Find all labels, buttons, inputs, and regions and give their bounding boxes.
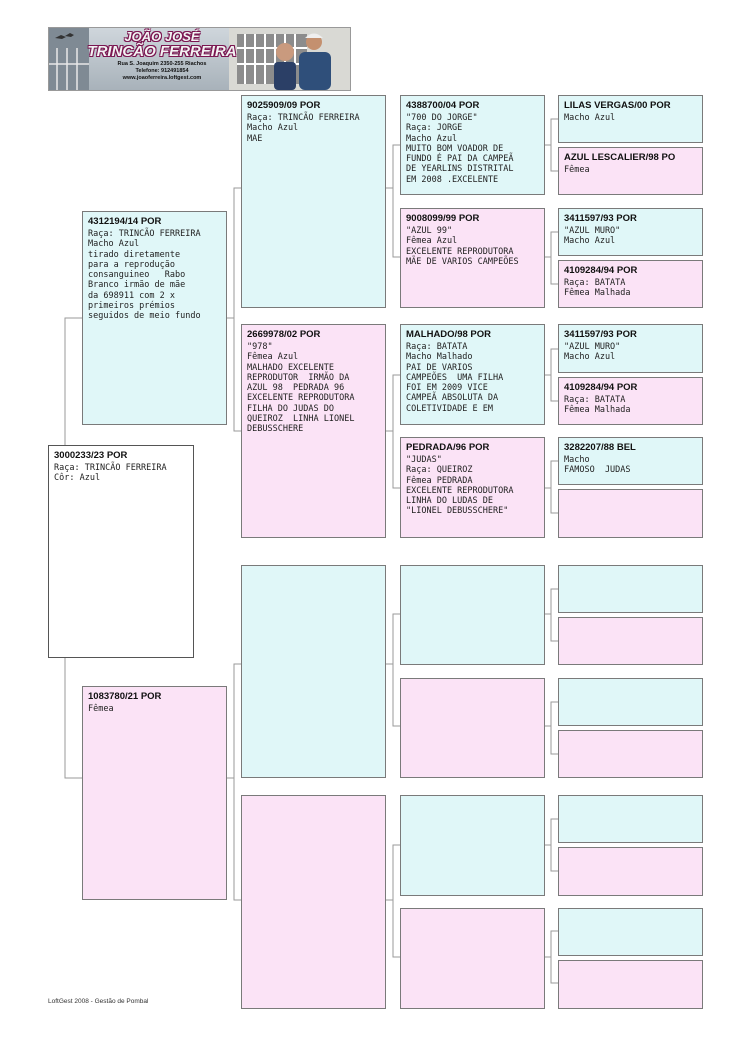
- footer-credit: LoftGest 2008 - Gestão de Pombal: [48, 998, 149, 1005]
- pigeon-card-dam[interactable]: [82, 686, 227, 900]
- pigeon-card-dss[interactable]: [400, 565, 545, 665]
- pigeon-card-sdd[interactable]: [400, 437, 545, 538]
- pigeon-card-sds[interactable]: [400, 324, 545, 425]
- pigeon-card-dds[interactable]: [400, 795, 545, 896]
- pigeon-card-g4-13[interactable]: [558, 795, 703, 843]
- breeder-name-line2: TRINCÃO FERREIRA: [87, 43, 237, 60]
- pigeon-details: "700 DO JORGE" Raça: JORGE Macho Azul MUITO BOM VOADOR DE FUNDO É PAI DA CAMPEÃ DE YEARLINS DISTRITAL EM 2008 .EXCELENTE: [406, 113, 514, 185]
- pigeon-details: Raça: TRINCÃO FERREIRA Côr: Azul: [54, 463, 167, 484]
- pigeon-details: Fêmea: [88, 704, 114, 714]
- pigeon-card-g4-10[interactable]: [558, 617, 703, 665]
- pigeon-details: "AZUL MURO" Macho Azul: [564, 342, 621, 363]
- ring-number: 9008099/99 POR: [406, 213, 480, 224]
- ring-number: 4109284/94 POR: [564, 265, 638, 276]
- ring-number: PEDRADA/96 POR: [406, 442, 490, 453]
- ring-number: 4109284/94 POR: [564, 382, 638, 393]
- pigeon-card-g4-6[interactable]: [558, 377, 703, 425]
- ring-number: AZUL LESCALIER/98 PO: [564, 152, 676, 163]
- pigeon-card-g4-16[interactable]: [558, 960, 703, 1009]
- pigeon-details: Macho Azul: [564, 113, 616, 123]
- pigeon-card-dam-sire[interactable]: [241, 565, 386, 778]
- ring-number: MALHADO/98 POR: [406, 329, 491, 340]
- pigeon-card-sire-dam[interactable]: [241, 324, 386, 538]
- pigeon-details: Raça: BATATA Fêmea Malhada: [564, 395, 631, 416]
- ring-number: 4388700/04 POR: [406, 100, 480, 111]
- breeder-website: www.joaoferreira.loftgest.com: [122, 75, 202, 81]
- pigeon-card-g4-14[interactable]: [558, 847, 703, 896]
- pigeon-card-g4-12[interactable]: [558, 730, 703, 778]
- ring-number: 3411597/93 POR: [564, 213, 637, 224]
- ring-number: 4312194/14 POR: [88, 216, 162, 227]
- pigeon-card-g4-9[interactable]: [558, 565, 703, 613]
- ring-number: 3000233/23 POR: [54, 450, 128, 461]
- pigeon-card-subject[interactable]: [48, 445, 194, 658]
- breeder-address: Rua S. Joaquim 2350-255 Riachos: [117, 61, 207, 67]
- ring-number: 3411597/93 POR: [564, 329, 637, 340]
- ring-number: 3282207/88 BEL: [564, 442, 636, 453]
- pigeon-card-g4-1[interactable]: [558, 95, 703, 143]
- pigeon-card-sire-sire[interactable]: [241, 95, 386, 308]
- pigeon-card-g4-8[interactable]: [558, 489, 703, 538]
- ring-number: LILAS VERGAS/00 POR: [564, 100, 671, 111]
- pigeon-card-g4-2[interactable]: [558, 147, 703, 195]
- ring-number: 1083780/21 POR: [88, 691, 162, 702]
- pigeon-card-sire[interactable]: [82, 211, 227, 425]
- pigeon-details: Raça: BATATA Fêmea Malhada: [564, 278, 631, 299]
- pigeon-details: Macho FAMOSO JUDAS: [564, 455, 631, 476]
- pigeon-card-g4-11[interactable]: [558, 678, 703, 726]
- pigeon-details: Raça: TRINCÃO FERREIRA Macho Azul tirado diretamente para a reprodução consanguineo Rabo Branco irmão de mãe da 698911 com 2 x primeiros prémios seguidos de meio fundo: [88, 229, 201, 322]
- ring-number: 9025909/09 POR: [247, 100, 321, 111]
- pigeon-card-g4-15[interactable]: [558, 908, 703, 956]
- pigeon-details: Raça: TRINCÃO FERREIRA Macho Azul MAE: [247, 113, 360, 144]
- pigeon-details: Raça: BATATA Macho Malhado PAI DE VARIOS CAMPEÕES UMA FILHA FOI EM 2009 VICE CAMPEÃ ABSOLUTA DA COLETIVIDADE E EM: [406, 342, 504, 414]
- pigeon-details: "AZUL MURO" Macho Azul: [564, 226, 621, 247]
- pigeon-card-dam-dam[interactable]: [241, 795, 386, 1009]
- pigeon-details: "978" Fêmea Azul MALHADO EXCELENTE REPRODUTOR IRMÃO DA AZUL 98 PEDRADA 96 EXCELENTE REPRODUTORA FILHA DO JUDAS DO QUEIROZ LINHA LIONEL DEBUSSCHERE: [247, 342, 355, 435]
- pigeon-card-ssd[interactable]: [400, 208, 545, 308]
- breeder-name-line1: JOÃO JOSÉ: [124, 29, 200, 44]
- pigeon-details: Fêmea: [564, 165, 590, 175]
- breeder-phone: Telefone: 912491854: [135, 68, 189, 74]
- pigeon-card-g4-7[interactable]: [558, 437, 703, 485]
- pigeon-card-g4-5[interactable]: [558, 324, 703, 373]
- pigeon-details: "JUDAS" Raça: QUEIROZ Fêmea PEDRADA EXCELENTE REPRODUTORA LINHA DO LUDAS DE "LIONEL DEBUSSCHERE": [406, 455, 514, 517]
- pigeon-card-dsd[interactable]: [400, 678, 545, 778]
- ring-number: 2669978/02 POR: [247, 329, 321, 340]
- pigeon-card-ddd[interactable]: [400, 908, 545, 1009]
- pigeon-card-sss[interactable]: [400, 95, 545, 195]
- pigeon-details: "AZUL 99" Fêmea Azul EXCELENTE REPRODUTORA MÃE DE VARIOS CAMPEÕES: [406, 226, 519, 267]
- pigeon-card-g4-3[interactable]: [558, 208, 703, 256]
- pigeon-card-g4-4[interactable]: [558, 260, 703, 308]
